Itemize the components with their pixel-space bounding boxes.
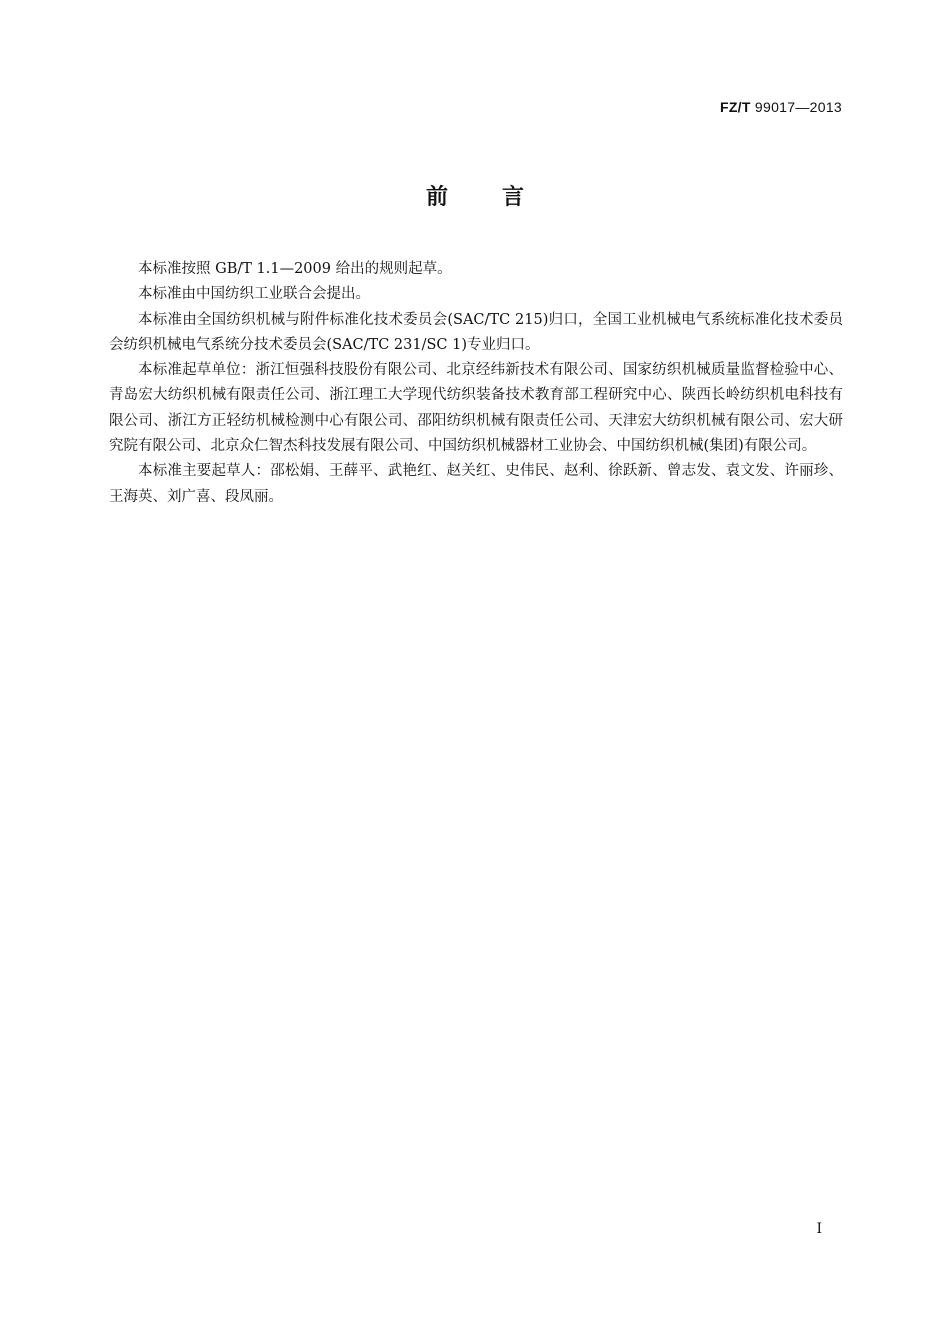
paragraph-drafting-rules: 本标准按照 GB/T 1.1—2009 给出的规则起草。 [138,261,452,277]
title-char-2: 言 [502,185,525,210]
paragraph-drafters: 本标准主要起草人：邵松娟、王薛平、武艳红、赵关红、史伟民、赵利、徐跃新、曾志发、袁文发、许丽珍、王海英、刘广喜、段凤丽。 [109,463,843,505]
title-char-1: 前 [425,185,448,210]
paragraph-proposer: 本标准由中国纺织工业联合会提出。 [138,286,370,303]
standard-code [720,99,842,115]
page-number: I [816,1221,822,1237]
paragraph-technical-committee: 本标准由全国纺织机械与附件标准化技术委员会(SAC/TC 215)归口，全国工业机械电气系统标准化技术委员会纺织机械电气系统分技术委员会(SAC/TC 231/SC 1)专业归口。 [109,311,843,353]
paragraph-drafting-units: 本标准起草单位：浙江恒强科技股份有限公司、北京经纬新技术有限公司、国家纺织机械质量监督检验中心、青岛宏大纺织机械有限责任公司、浙江理工大学现代纺织装备技术教育部工程研究中心、陕西长岭纺织机电科技有限公司、浙江方正轻纺机械检测中心有限公司、邵阳纺织机械有限责任公司、天津宏大纺织机械有限公司、宏大研究院有限公司、北京众仁智杰科技发展有限公司、中国纺织机械器材工业协会、中国纺织机械(集团)有限公司。 [109,362,843,455]
standard-number: 99017—2013 [754,99,842,115]
foreword-body [109,257,843,510]
page-title [0,180,950,211]
standard-prefix: FZ/T [719,99,751,115]
